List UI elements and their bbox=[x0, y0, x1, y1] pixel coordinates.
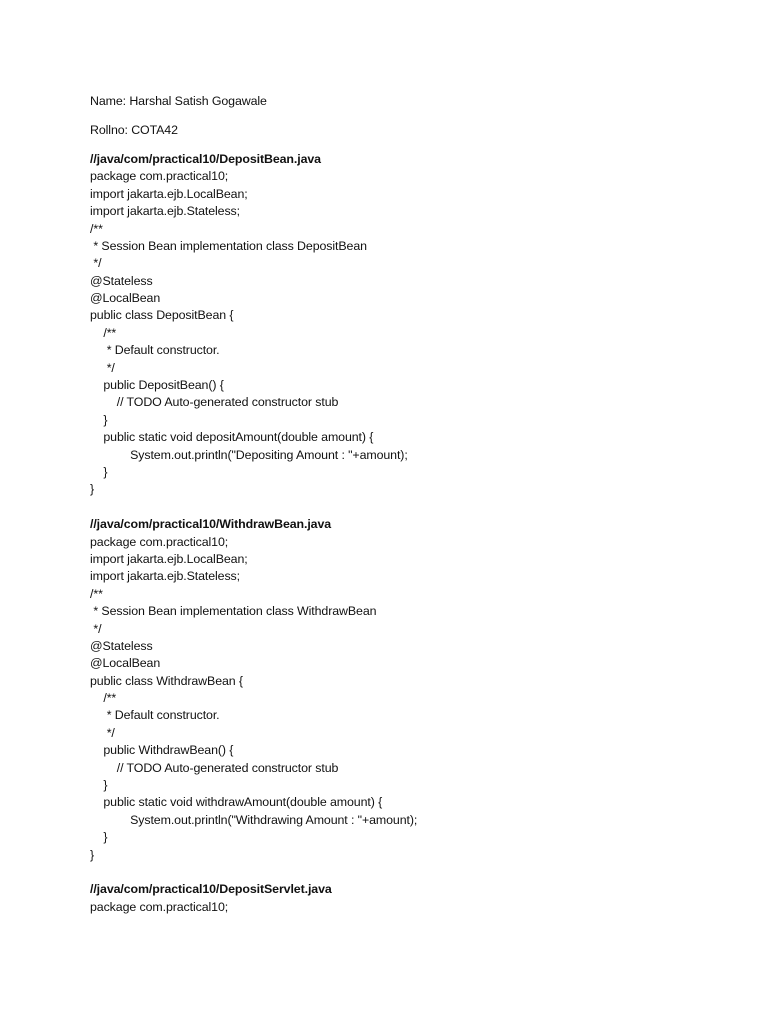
code-line: /** bbox=[90, 691, 117, 706]
code-line: package com.practical10; bbox=[90, 169, 229, 184]
code-line: import jakarta.ejb.Stateless; bbox=[90, 204, 240, 219]
code-line: import jakarta.ejb.LocalBean; bbox=[90, 551, 248, 566]
code-section bbox=[90, 516, 730, 864]
code-line: import jakarta.ejb.Stateless; bbox=[90, 569, 240, 584]
code-line: @Stateless bbox=[90, 273, 153, 288]
code-line: } bbox=[90, 778, 108, 793]
code-line: public static void depositAmount(double amount) { bbox=[90, 430, 374, 445]
code-line: @LocalBean bbox=[90, 291, 161, 306]
code-line: /** bbox=[90, 586, 103, 601]
code-line: @Stateless bbox=[90, 638, 153, 653]
roll-number: Rollno: COTA42 bbox=[90, 122, 178, 137]
code-line: } bbox=[90, 412, 108, 427]
code-line: /** bbox=[90, 325, 117, 340]
file-heading: //java/com/practical10/WithdrawBean.java bbox=[90, 517, 332, 532]
code-line: public class WithdrawBean { bbox=[90, 673, 243, 688]
code-line: } bbox=[90, 847, 95, 862]
code-line: public class DepositBean { bbox=[90, 308, 234, 323]
code-line: public DepositBean() { bbox=[90, 378, 224, 393]
code-listing bbox=[90, 151, 730, 916]
code-line: */ bbox=[90, 621, 102, 636]
code-line: * Default constructor. bbox=[90, 343, 220, 358]
code-line: // TODO Auto-generated constructor stub bbox=[90, 395, 339, 410]
code-line: public WithdrawBean() { bbox=[90, 743, 234, 758]
code-line: /** bbox=[90, 221, 103, 236]
code-line: } bbox=[90, 482, 95, 497]
file-heading: //java/com/practical10/DepositBean.java bbox=[90, 151, 321, 166]
code-section bbox=[90, 151, 730, 499]
code-line: // TODO Auto-generated constructor stub bbox=[90, 760, 339, 775]
code-line: */ bbox=[90, 256, 102, 271]
file-heading: //java/com/practical10/DepositServlet.java bbox=[90, 882, 332, 897]
code-line: package com.practical10; bbox=[90, 534, 229, 549]
code-line: */ bbox=[90, 725, 115, 740]
code-line: @LocalBean bbox=[90, 656, 161, 671]
code-line: System.out.println("Withdrawing Amount : "+amount); bbox=[90, 812, 418, 827]
document-body bbox=[90, 93, 730, 934]
code-line: package com.practical10; bbox=[90, 899, 229, 914]
code-line: */ bbox=[90, 360, 115, 375]
code-line: * Session Bean implementation class WithdrawBean bbox=[90, 604, 377, 619]
code-line: import jakarta.ejb.LocalBean; bbox=[90, 186, 248, 201]
code-line: } bbox=[90, 830, 108, 845]
code-section bbox=[90, 881, 730, 916]
code-line: } bbox=[90, 465, 108, 479]
student-name: Name: Harshal Satish Gogawale bbox=[90, 94, 267, 108]
code-line: public static void withdrawAmount(double amount) { bbox=[90, 795, 383, 810]
code-line: * Session Bean implementation class DepositBean bbox=[90, 238, 367, 253]
code-line: * Default constructor. bbox=[90, 708, 220, 723]
code-line: System.out.println("Depositing Amount : "+amount); bbox=[90, 447, 408, 462]
